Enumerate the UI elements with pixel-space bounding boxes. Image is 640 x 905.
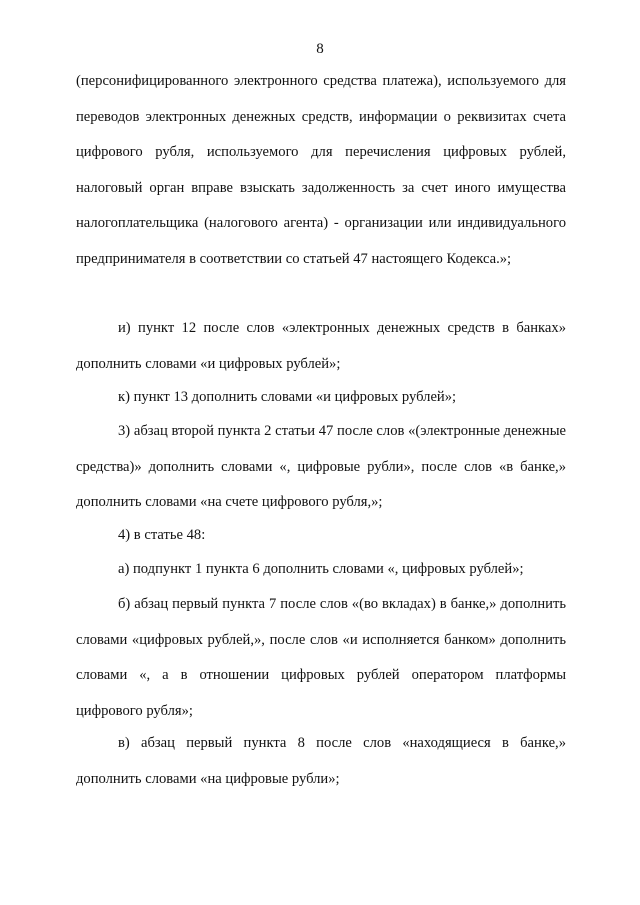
paragraph-item-b: б) абзац первый пункта 7 после слов «(во вкладах) в банке,» дополнить словами «цифровых рублей,», после слов «и исполняется банком» дополнить словами «, а в отношении цифровых рублей оператором платформы цифрового рубля»; [76,596,566,719]
paragraph-item-3: 3) абзац второй пункта 2 статьи 47 после слов «(электронные денежные средства)» дополнить словами «, цифровые рубли», после слов «в банке,» дополнить словами «на счете цифрового рубля,»; [76,423,566,510]
paragraph-item-v: в) абзац первый пункта 8 после слов «находящиеся в банке,» дополнить словами «на цифровые рубли»; [76,735,566,787]
paragraph-item-i: и) пункт 12 после слов «электронных денежных средств в банках» дополнить словами «и цифровых рублей»; [76,320,566,372]
paragraph-item-a: а) подпункт 1 пункта 6 дополнить словами «, цифровых рублей»; [118,561,524,577]
paragraph-item-4: 4) в статье 48: [118,527,206,543]
page-number: 8 [316,41,324,57]
paragraph-item-k: к) пункт 13 дополнить словами «и цифровых рублей»; [118,389,457,405]
paragraph-continuation: (персонифицированного электронного средства платежа), используемого для переводов электронных денежных средств, информации о реквизитах счета цифрового рубля, используемого для перечисления цифровых рублей, налоговый орган вправе взыскать задолженность за счет иного имущества налогоплательщика (налогового агента) - организации или индивидуального предпринимателя в соответствии со статьей 47 настоящего Кодекса.»; [76,73,566,267]
